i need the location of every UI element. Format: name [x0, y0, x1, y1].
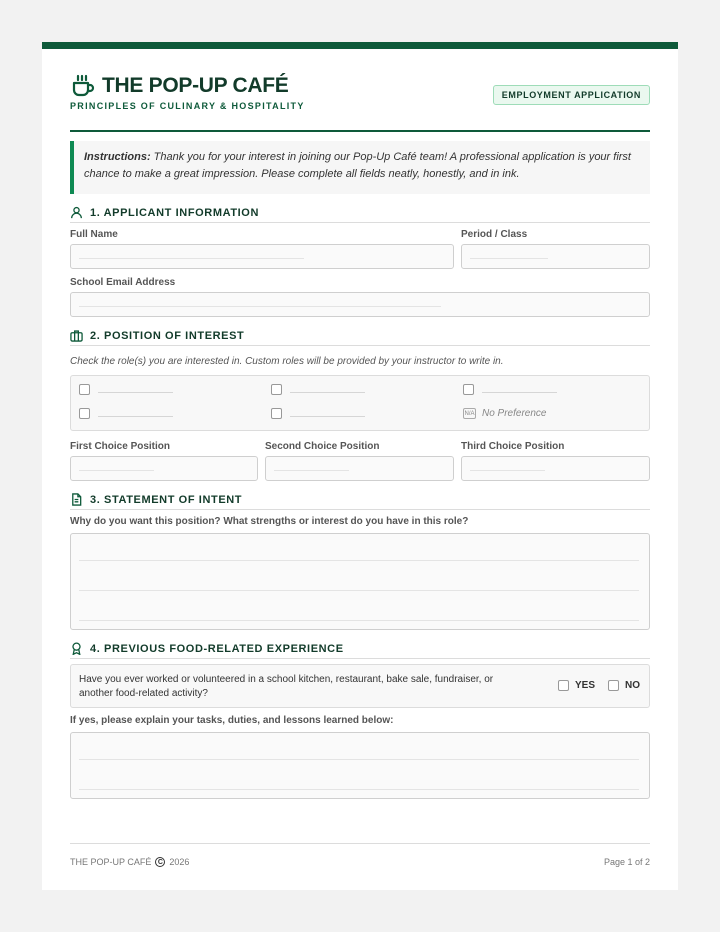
checkbox[interactable]: [79, 384, 90, 395]
page-number: Page 1 of 2: [603, 857, 650, 867]
experience-question: Have you ever worked or volunteered in a school kitchen, restaurant, bake sale, fundraiser, or another food-related activity?: [79, 674, 494, 699]
page-title: THE POP-UP CAFÉ: [102, 74, 289, 97]
checkbox[interactable]: [79, 408, 90, 419]
email-field[interactable]: [70, 292, 650, 317]
full-name-field[interactable]: [70, 244, 454, 269]
document-icon: [70, 493, 83, 506]
footer-year: 2026: [169, 857, 190, 867]
role-option-2[interactable]: [271, 384, 365, 395]
third-choice-field[interactable]: [461, 456, 650, 481]
copyright-icon: C: [155, 857, 165, 867]
role-option-3[interactable]: [463, 384, 557, 395]
checkbox[interactable]: [271, 384, 282, 395]
page-footer: [70, 843, 650, 867]
page-header: [70, 49, 650, 132]
position-note: Check the role(s) you are interested in. Custom roles will be provided by your instructor to write in.: [70, 356, 504, 367]
role-option-1[interactable]: [79, 384, 173, 395]
page-subtitle: PRINCIPLES OF CULINARY & HOSPITALITY: [70, 101, 305, 111]
yes-option[interactable]: [558, 680, 595, 691]
no-option[interactable]: [608, 680, 640, 691]
statement-question: Why do you want this position? What strengths or interest do you have in this role?: [70, 516, 469, 527]
instructions-label: Instructions:: [84, 151, 151, 163]
yes-label: YES: [575, 680, 596, 691]
section-position-title: 2. POSITION OF INTEREST: [90, 329, 245, 342]
no-preference-label: No Preference: [482, 408, 547, 419]
briefcase-icon: [70, 329, 83, 342]
section-statement-title: 3. STATEMENT OF INTENT: [90, 493, 243, 506]
document-type-badge: EMPLOYMENT APPLICATION: [493, 85, 650, 105]
coffee-cup-icon: [70, 73, 96, 99]
experience-explain-label: If yes, please explain your tasks, duties, and lessons learned below:: [70, 715, 394, 726]
section-statement-header: [70, 490, 650, 510]
first-choice-label: First Choice Position: [70, 441, 171, 452]
section-experience-title: 4. PREVIOUS FOOD-RELATED EXPERIENCE: [90, 642, 344, 655]
brand: [70, 73, 288, 99]
section-applicant-header: [70, 203, 650, 223]
footer-left: [70, 857, 189, 867]
footer-brand: THE POP-UP CAFÉ: [70, 857, 152, 867]
no-checkbox[interactable]: [608, 680, 619, 691]
section-applicant-title: 1. APPLICANT INFORMATION: [90, 206, 260, 219]
email-label: School Email Address: [70, 277, 176, 288]
award-icon: [70, 642, 83, 655]
instructions-box: [70, 141, 650, 194]
instructions-text: Thank you for your interest in joining our Pop-Up Café team! A professional application is your first chance to make a great impression. Please complete all fields neatly, honestly, and in ink.: [84, 151, 631, 180]
no-label: NO: [625, 680, 640, 691]
application-page: [42, 42, 678, 890]
experience-textarea[interactable]: [70, 732, 650, 799]
first-choice-field[interactable]: [70, 456, 258, 481]
experience-question-box: [70, 664, 650, 708]
statement-textarea[interactable]: [70, 533, 650, 630]
section-position-header: [70, 326, 650, 346]
yes-checkbox[interactable]: [558, 680, 569, 691]
period-field[interactable]: [461, 244, 650, 269]
na-checkbox[interactable]: N/A: [463, 408, 476, 419]
third-choice-label: Third Choice Position: [461, 441, 565, 452]
period-label: Period / Class: [461, 229, 528, 240]
checkbox[interactable]: [463, 384, 474, 395]
role-option-5[interactable]: [271, 408, 365, 419]
role-checkbox-grid: [70, 375, 650, 431]
checkbox[interactable]: [271, 408, 282, 419]
person-icon: [70, 206, 83, 219]
second-choice-field[interactable]: [265, 456, 454, 481]
role-option-no-preference[interactable]: [463, 408, 546, 419]
section-experience-header: [70, 639, 650, 659]
full-name-label: Full Name: [70, 229, 118, 240]
role-option-4[interactable]: [79, 408, 173, 419]
second-choice-label: Second Choice Position: [265, 441, 380, 452]
